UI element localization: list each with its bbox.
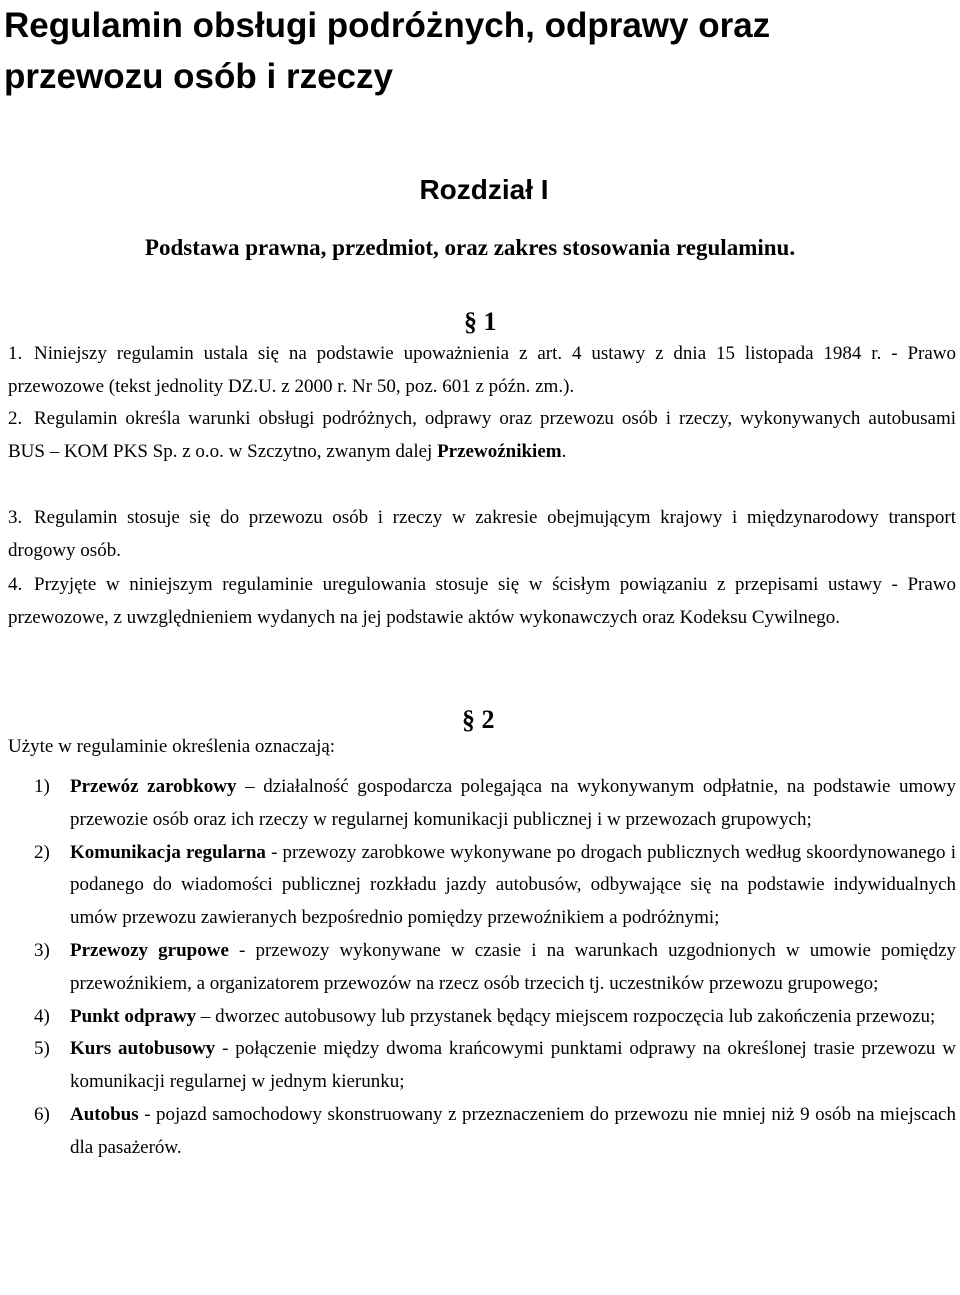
definition-term: Kurs autobusowy <box>70 1038 216 1060</box>
paragraph-number: 4. <box>8 574 23 595</box>
definition-item <box>8 1099 956 1165</box>
document-title-line1: Regulamin obsługi podróżnych, odprawy oraz <box>4 6 771 45</box>
definition-text: – dworzec autobusowy lub przystanek będący miejscem rozpoczęcia lub zakończenia przewozu; <box>200 1005 936 1027</box>
paragraph-2 <box>8 403 956 468</box>
definition-text: - połączenie między dwoma krańcowymi punktami odprawy na określonej trasie przewozu w komunikacji regularnej w jednym kierunku; <box>70 1038 956 1093</box>
definition-item <box>8 1001 956 1034</box>
chapter-title <box>0 170 960 210</box>
chapter-subtitle <box>0 230 960 266</box>
carrier-term: Przewoźnikiem <box>437 440 562 462</box>
paragraph-text: Regulamin stosuje się do przewozu osób i rzeczy w zakresie obejmującym krajowy i międzynarodowy transport drogowy osób. <box>8 507 956 561</box>
paragraph-1 <box>8 338 956 403</box>
section-2-mark: § 2 <box>462 705 495 734</box>
definition-text: - przewozy zarobkowe wykonywane po drogach publicznych według skoordynowanego i podanego do wiadomości publicznej rozkładu jazdy autobusów, odbywające się na podstawie indywidualnych umów przewozu zawieranych bezpośrednio pomiędzy przewoźnikiem a podróżnymi; <box>70 841 956 929</box>
definition-item <box>8 1033 956 1099</box>
definition-number: 3) <box>34 939 50 961</box>
paragraph-text: Niniejszy regulamin ustala się na podstawie upoważnienia z art. 4 ustawy z dnia 15 listopada 1984 r. - Prawo przewozowe (tekst jednolity DZ.U. z 2000 r. Nr 50, poz. 601 z późn. zm.). <box>8 343 956 397</box>
paragraph-number: 1. <box>8 343 23 364</box>
definition-term: Przewóz zarobkowy <box>70 776 237 797</box>
definition-number: 4) <box>34 1005 50 1027</box>
definition-number: 6) <box>34 1103 50 1125</box>
definition-term: Przewozy grupowe <box>70 939 229 961</box>
document-title-line2: przewozu osób i rzeczy <box>4 57 393 96</box>
definition-text: - pojazd samochodowy skonstruowany z przeznaczeniem do przewozu nie mniej niż 9 osób na miejscach dla pasażerów. <box>70 1103 956 1158</box>
definitions-intro: Użyte w regulaminie określenia oznaczają: <box>8 736 336 757</box>
definition-item <box>8 935 956 1001</box>
document-title <box>4 0 770 102</box>
definition-text: – działalność gospodarcza polegająca na wykonywanym odpłatnie, na podstawie umowy przewozie osób oraz ich rzeczy w regularnej komunikacji publicznej i w przewozach grupowych; <box>70 776 957 830</box>
paragraph-4 <box>8 569 956 634</box>
definition-number: 5) <box>34 1038 50 1060</box>
paragraph-number: 2. <box>8 408 23 429</box>
definition-term: Autobus <box>70 1103 139 1125</box>
section-1-mark: § 1 <box>464 307 497 336</box>
chapter-subtitle-text: Podstawa prawna, przedmiot, oraz zakres stosowania regulaminu. <box>144 235 796 260</box>
definition-text: - przewozy wykonywane w czasie i na warunkach uzgodnionych w umowie pomiędzy przewoźnikiem, a organizatorem przewozów na rzecz osób trzecich tj. uczestników przewozu grupowego; <box>70 939 957 994</box>
definition-term: Komunikacja regularna <box>70 841 266 863</box>
paragraph-text: Przyjęte w niniejszym regulaminie uregulowania stosuje się w ścisłym powiązaniu z przepisami ustawy - Prawo przewozowe, z uwzględnieniem wydanych na jej podstawie aktów wykonawczych oraz Kodeksu Cywilnego. <box>8 574 956 628</box>
paragraph-number: 3. <box>8 507 23 528</box>
definition-term: Punkt odprawy <box>70 1005 197 1027</box>
definitions-list <box>8 771 956 1165</box>
definition-number: 2) <box>34 841 50 863</box>
definition-item <box>8 771 956 837</box>
chapter-title-text: Rozdział I <box>419 174 549 205</box>
paragraph-text: Regulamin określa warunki obsługi podróżnych, odprawy oraz przewozu osób i rzeczy, wykonywanych autobusami BUS – KOM PKS Sp. z o.o. w Szczytno, zwanym dalej <box>8 408 956 462</box>
definition-number: 1) <box>34 776 50 797</box>
paragraph-3 <box>8 502 956 567</box>
definition-item <box>8 837 956 935</box>
paragraph-tail: . <box>561 440 567 462</box>
